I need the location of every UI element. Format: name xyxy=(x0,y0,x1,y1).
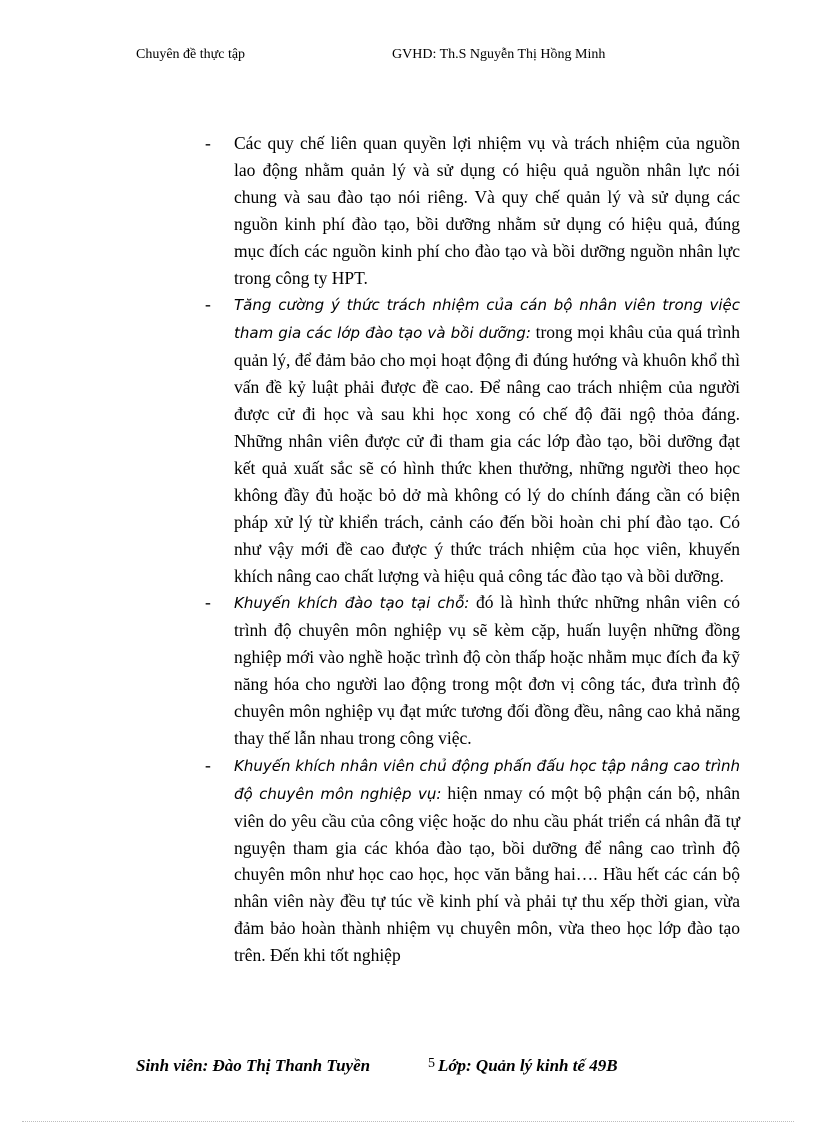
page-number: 5 xyxy=(428,1056,435,1071)
bullet-dash: - xyxy=(205,133,211,153)
footer-student: Sinh viên: Đào Thị Thanh Tuyền xyxy=(136,1056,371,1075)
bullet-lead: Tăng cường ý thức trách nhiệm của cán bộ nhân viên trong việc tham gia các lớp đào tạo và bồi dưỡng: xyxy=(234,296,740,343)
bullet-text: Các quy chế liên quan quyền lợi nhiệm vụ và trách nhiệm của nguồn lao động nhằm quản lý và sử dụng có hiệu quả nguồn nhân lực nói chung và sau đào tạo nói riêng. Và quy chế quản lý và sử dụng các nguồn kinh phí đào tạo, bồi dưỡng nhằm sử dụng có hiệu quả, đúng mục đích các nguồn kinh phí cho đào tạo và bồi dưỡng nguồn nhân lực trong công ty HPT. xyxy=(234,133,740,288)
bullet-item xyxy=(205,291,740,589)
bullet-item xyxy=(205,130,740,291)
header-topic: Chuyên đề thực tập xyxy=(136,47,246,62)
page-header xyxy=(136,47,696,67)
bullet-text: hiện nmay có một bộ phận cán bộ, nhân viên do yêu cầu của công việc hoặc do nhu cầu phát triển cá nhân đã tự nguyện tham gia các khóa đào tạo, bồi dưỡng để nâng cao trình độ chuyên môn như học cao học, học văn bằng hai…. Hầu hết các cán bộ nhân viên này đều tự túc về kinh phí và phải tự thu xếp thời gian, vừa đảm bảo hoàn thành nhiệm vụ chuyên môn, vừa theo học lớp đào tạo trên. Đến khi tốt nghiệp xyxy=(234,782,740,966)
bullet-item xyxy=(205,752,740,969)
bullet-dash: - xyxy=(205,294,211,315)
footer-class: Lớp: Quản lý kinh tế 49B xyxy=(438,1056,618,1075)
bullet-lead: Khuyến khích nhân viên chủ động phấn đấu học tập nâng cao trình độ chuyên môn nghiệp vụ: xyxy=(234,756,740,803)
document-body xyxy=(205,130,740,969)
page-footer xyxy=(136,1056,696,1080)
bullet-item xyxy=(205,589,740,751)
bullet-lead: Khuyến khích đào tạo tại chỗ: xyxy=(234,594,470,613)
bullet-dash: - xyxy=(205,754,211,775)
bullet-dash: - xyxy=(205,592,211,613)
header-supervisor: GVHD: Th.S Nguyễn Thị Hồng Minh xyxy=(392,47,606,62)
bullet-text: đó là hình thức những nhân viên có trình độ chuyên môn nghiệp vụ sẽ kèm cặp, huấn luyện những đồng nghiệp mới vào nghề hoặc trình độ còn thấp hoặc nhằm mục đích đa kỹ năng hóa cho người lao động trong một đơn vị công tác, đưa trình độ chuyên môn nghiệp vụ đạt mức tương đối đồng đều, nâng cao khả năng thay thế lẫn nhau trong công việc. xyxy=(234,592,740,748)
bullet-text: trong mọi khâu của quá trình quản lý, để đảm bảo cho mọi hoạt động đi đúng hướng và khuôn khổ thì vấn đề kỷ luật phải được đề cao. Để nâng cao trách nhiệm của người được cử đi học và sau khi học xong có chế độ đãi ngộ thỏa đáng. Những nhân viên được cử đi tham gia các lớp đào tạo, bồi dưỡng đạt kết quả xuất sắc sẽ có hình thức khen thưởng, những người theo học không đầy đủ hoặc bỏ dở mà không có lý do chính đáng cần có biện pháp xử lý từ khiển trách, cảnh cáo đến bồi hoàn chi phí đào tạo. Có như vậy mới đề cao được ý thức trách nhiệm của học viên, khuyến khích nâng cao chất lượng và hiệu quả công tác đào tạo và bồi dưỡng. xyxy=(234,322,740,586)
page-bottom-divider xyxy=(22,1121,794,1122)
